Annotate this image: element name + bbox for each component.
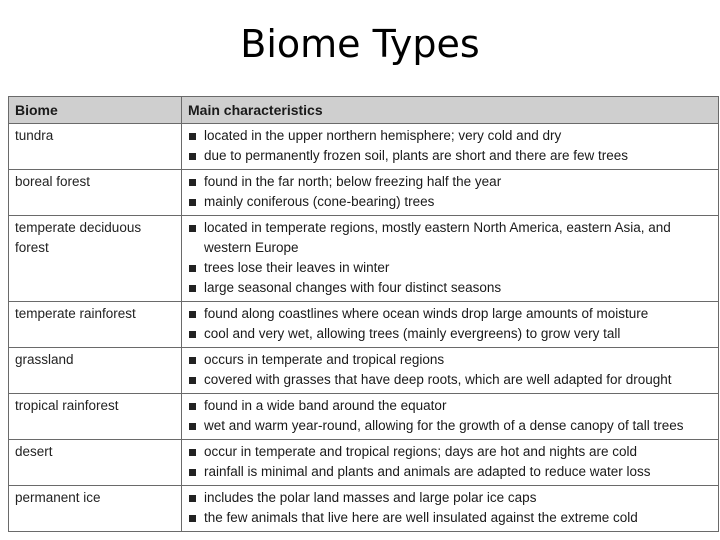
- characteristics-list: [188, 350, 712, 390]
- characteristics-cell: [182, 124, 719, 170]
- table-header-row: [9, 97, 719, 124]
- characteristic-item: found in a wide band around the equator: [188, 396, 712, 416]
- characteristic-item: found in the far north; below freezing half the year: [188, 172, 712, 192]
- table-row: [9, 348, 719, 394]
- table-row: [9, 302, 719, 348]
- characteristics-list: [188, 126, 712, 166]
- table-row: [9, 440, 719, 486]
- characteristics-list: [188, 396, 712, 436]
- characteristic-item: mainly coniferous (cone-bearing) trees: [188, 192, 712, 212]
- characteristics-cell: [182, 170, 719, 216]
- biome-name: temperate deciduous forest: [9, 216, 182, 302]
- characteristic-item: located in the upper northern hemisphere; very cold and dry: [188, 126, 712, 146]
- characteristic-item: found along coastlines where ocean winds drop large amounts of moisture: [188, 304, 712, 324]
- characteristic-item: includes the polar land masses and large polar ice caps: [188, 488, 712, 508]
- characteristics-cell: [182, 394, 719, 440]
- characteristics-list: [188, 488, 712, 528]
- characteristics-list: [188, 442, 712, 482]
- table-body: [9, 124, 719, 532]
- characteristics-list: [188, 304, 712, 344]
- biome-name: permanent ice: [9, 486, 182, 532]
- biome-name: tundra: [9, 124, 182, 170]
- table-row: [9, 170, 719, 216]
- characteristics-cell: [182, 348, 719, 394]
- characteristics-list: [188, 172, 712, 212]
- table-row: [9, 216, 719, 302]
- biome-name: temperate rainforest: [9, 302, 182, 348]
- characteristics-cell: [182, 486, 719, 532]
- characteristics-cell: [182, 216, 719, 302]
- header-biome: Biome: [9, 97, 182, 124]
- characteristic-item: covered with grasses that have deep roots, which are well adapted for drought: [188, 370, 712, 390]
- characteristic-item: occur in temperate and tropical regions; days are hot and nights are cold: [188, 442, 712, 462]
- characteristic-item: rainfall is minimal and plants and animals are adapted to reduce water loss: [188, 462, 712, 482]
- header-characteristics: Main characteristics: [182, 97, 719, 124]
- characteristic-item: wet and warm year-round, allowing for the growth of a dense canopy of tall trees: [188, 416, 712, 436]
- characteristics-cell: [182, 302, 719, 348]
- characteristics-cell: [182, 440, 719, 486]
- characteristic-item: occurs in temperate and tropical regions: [188, 350, 712, 370]
- characteristics-list: [188, 218, 712, 298]
- table-row: [9, 394, 719, 440]
- page-title: Biome Types: [240, 22, 480, 66]
- characteristic-item: large seasonal changes with four distinct seasons: [188, 278, 712, 298]
- biome-name: grassland: [9, 348, 182, 394]
- biome-name: boreal forest: [9, 170, 182, 216]
- characteristic-item: cool and very wet, allowing trees (mainly evergreens) to grow very tall: [188, 324, 712, 344]
- table-row: [9, 124, 719, 170]
- table-row: [9, 486, 719, 532]
- characteristic-item: the few animals that live here are well insulated against the extreme cold: [188, 508, 712, 528]
- biome-name: tropical rainforest: [9, 394, 182, 440]
- characteristic-item: due to permanently frozen soil, plants are short and there are few trees: [188, 146, 712, 166]
- biome-table: [8, 96, 719, 532]
- characteristic-item: located in temperate regions, mostly eastern North America, eastern Asia, and western Europe: [188, 218, 712, 258]
- biome-name: desert: [9, 440, 182, 486]
- characteristic-item: trees lose their leaves in winter: [188, 258, 712, 278]
